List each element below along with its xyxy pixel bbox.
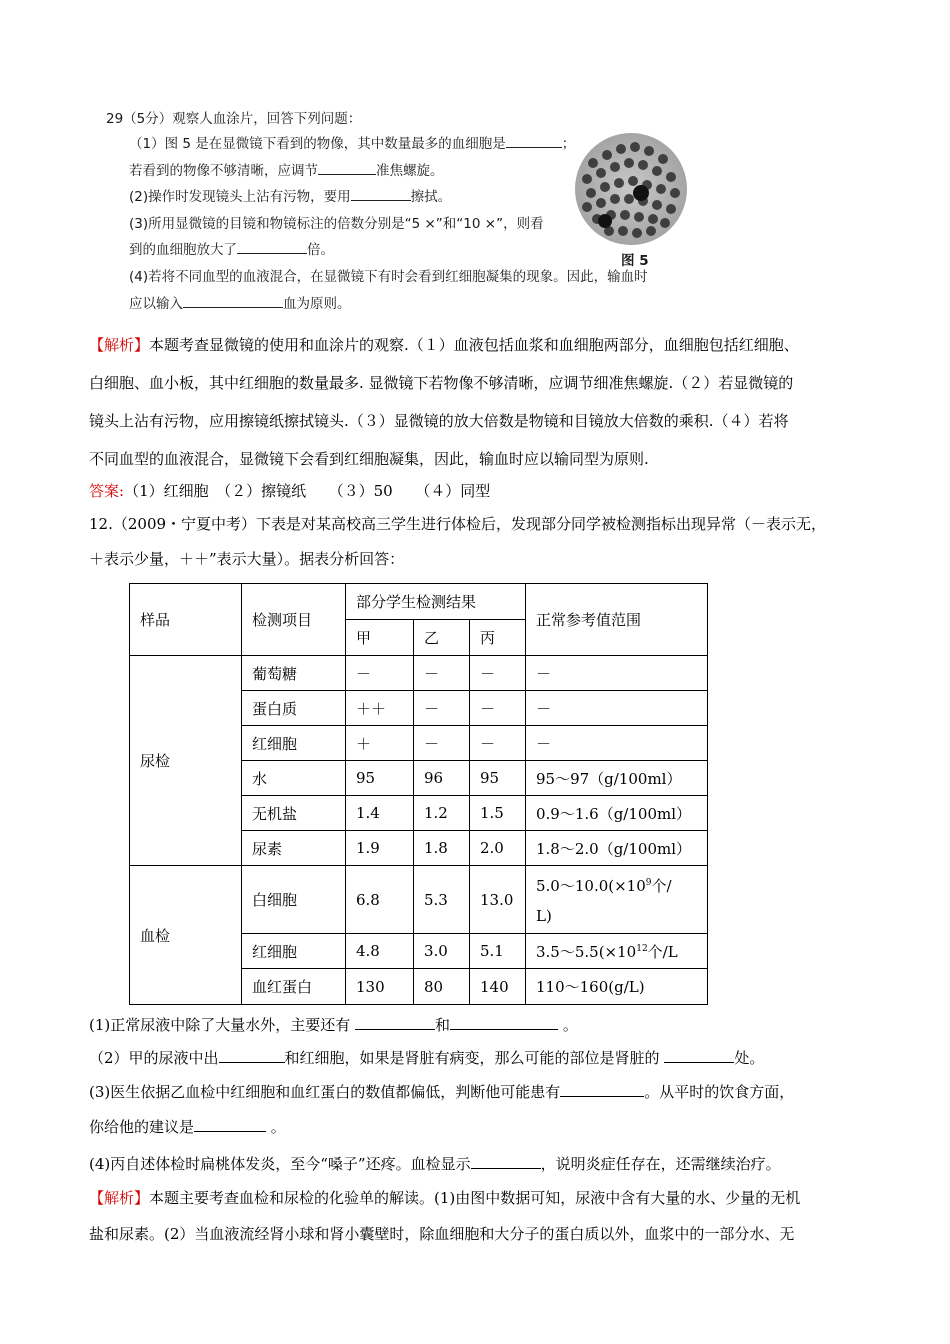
analysis-2-line1: 【解析】本题主要考查血检和尿检的化验单的解读。(1)由图中数据可知，尿液中含有大量的水、少量的无机	[89, 1189, 801, 1207]
subq-2: （2）甲的尿液中出 和红细胞，如果是肾脏有病变，那么可能的部位是肾脏的 处。	[89, 1049, 765, 1067]
header-results: 部分学生检测结果	[346, 584, 526, 620]
q29-line7: 应以输入 血为原则。	[129, 296, 351, 312]
q29-line2: 若看到的物像不够清晰，应调节 准焦螺旋。	[129, 163, 444, 179]
subq2-blank-2[interactable]	[664, 1047, 734, 1063]
subq2-blank-1[interactable]	[219, 1047, 285, 1063]
q29-header: 29（5分）观察人血涂片，回答下列问题：	[106, 111, 362, 127]
q29-line4: (3)所用显微镜的目镜和物镜标注的倍数分别是“5 ×”和“10 ×”，则看	[129, 216, 544, 232]
answer-1: 答案:（1）红细胞 （２）擦镜纸 （３）50 （４）同型	[89, 482, 491, 500]
q29-line3: (2)操作时发现镜头上沾有污物，要用 擦拭。	[129, 189, 452, 205]
subq3-blank-2[interactable]	[194, 1116, 266, 1132]
blood-cells-graphic	[575, 133, 687, 245]
header-reference: 正常参考值范围	[526, 584, 708, 656]
table-row: 水 95 96 95 95～97（g/100ml）	[130, 761, 708, 796]
analysis-1-line1: 【解析】本题考查显微镜的使用和血涂片的观察.（１）血液包括血浆和血细胞两部分，血细胞包括红细胞、	[89, 336, 799, 354]
q29-blank-5[interactable]	[183, 294, 283, 308]
table-row: 血检 白细胞 6.8 5.3 13.0 $5.0\sim 10.0(\times 10^9$个/ L)	[130, 866, 708, 934]
question-12-line1: 12.（2009・宁夏中考）下表是对某高校高三学生进行体检后，发现部分同学被检测指标出现异常（－表示无，	[89, 515, 827, 533]
blood-smear-image	[575, 133, 687, 245]
header-jia: 甲	[346, 620, 414, 656]
subq1-blank-1[interactable]	[355, 1014, 435, 1030]
analysis-1-line2: 白细胞、血小板，其中红细胞的数量最多. 显微镜下若物像不够清晰，应调节细准焦螺旋.（２）若显微镜的	[89, 374, 794, 392]
exam-results-table	[129, 583, 708, 1005]
subq-3: (3)医生依据乙血检中红细胞和血红蛋白的数值都偏低，判断他可能患有 。从平时的饮食方面，	[89, 1083, 795, 1101]
subq-1: (1)正常尿液中除了大量水外，主要还有 和 。	[89, 1016, 578, 1034]
q29-blank-2[interactable]	[318, 161, 376, 175]
table-row: 尿素 1.9 1.8 2.0 1.8～2.0（g/100ml）	[130, 831, 708, 866]
table-row: 无机盐 1.4 1.2 1.5 0.9～1.6（g/100ml）	[130, 796, 708, 831]
table-row: 红细胞 ＋ － － －	[130, 726, 708, 761]
analysis-tag: 【解析】	[89, 1189, 150, 1207]
header-yi: 乙	[414, 620, 470, 656]
subq4-blank-1[interactable]	[471, 1153, 541, 1169]
figure-caption: 图 5	[621, 253, 649, 269]
q29-blank-3[interactable]	[351, 187, 411, 201]
question-12-line2: ＋表示少量，＋＋”表示大量）。据表分析回答：	[89, 550, 405, 568]
subq-4: (4)丙自述体检时扁桃体发炎，至今“嗓子”还疼。血检显示 ，说明炎症任存在，还需继续治疗。	[89, 1155, 781, 1173]
analysis-1-line4: 不同血型的血液混合，显微镜下会看到红细胞凝集，因此，输血时应以输同型为原则.	[89, 450, 649, 468]
analysis-tag: 【解析】	[89, 336, 150, 354]
q29-blank-1[interactable]	[506, 134, 562, 148]
table-row: 红细胞 4.8 3.0 5.1 $3.5\sim 5.5(\times 10^{12}$个/L	[130, 934, 708, 969]
header-bing: 丙	[470, 620, 526, 656]
q29-line5: 到的血细胞放大了 倍。	[129, 242, 334, 258]
answer-tag: 答案:	[89, 482, 125, 500]
table-row: 尿检 葡萄糖 － － － －	[130, 656, 708, 691]
blood-label: 血检	[130, 866, 242, 1005]
subq1-blank-2[interactable]	[450, 1014, 558, 1030]
table-row: 血红蛋白 130 80 140 110～160(g/L)	[130, 969, 708, 1005]
header-item: 检测项目	[242, 584, 346, 656]
analysis-1-line3: 镜头上沾有污物，应用擦镜纸擦拭镜头.（３）显微镜的放大倍数是物镜和目镜放大倍数的乘积.（４）若将	[89, 412, 789, 430]
q29-line1: （1）图 5 是在显微镜下看到的物像，其中数量最多的血细胞是 ；	[129, 136, 576, 152]
analysis-2-line2: 盐和尿素。(2）当血液流经肾小球和肾小囊壁时，除血细胞和大分子的蛋白质以外，血浆中的一部分水、无	[89, 1225, 795, 1243]
header-sample: 样品	[130, 584, 242, 656]
q29-line6: (4)若将不同血型的血液混合，在显微镜下有时会看到红细胞凝集的现象。因此，输血时	[129, 269, 648, 285]
table-row: 蛋白质 ＋＋ － － －	[130, 691, 708, 726]
subq3-blank-1[interactable]	[560, 1081, 644, 1097]
q29-blank-4[interactable]	[237, 240, 307, 254]
urine-label: 尿检	[130, 656, 242, 866]
subq-3-cont: 你给他的建议是 。	[89, 1118, 286, 1136]
